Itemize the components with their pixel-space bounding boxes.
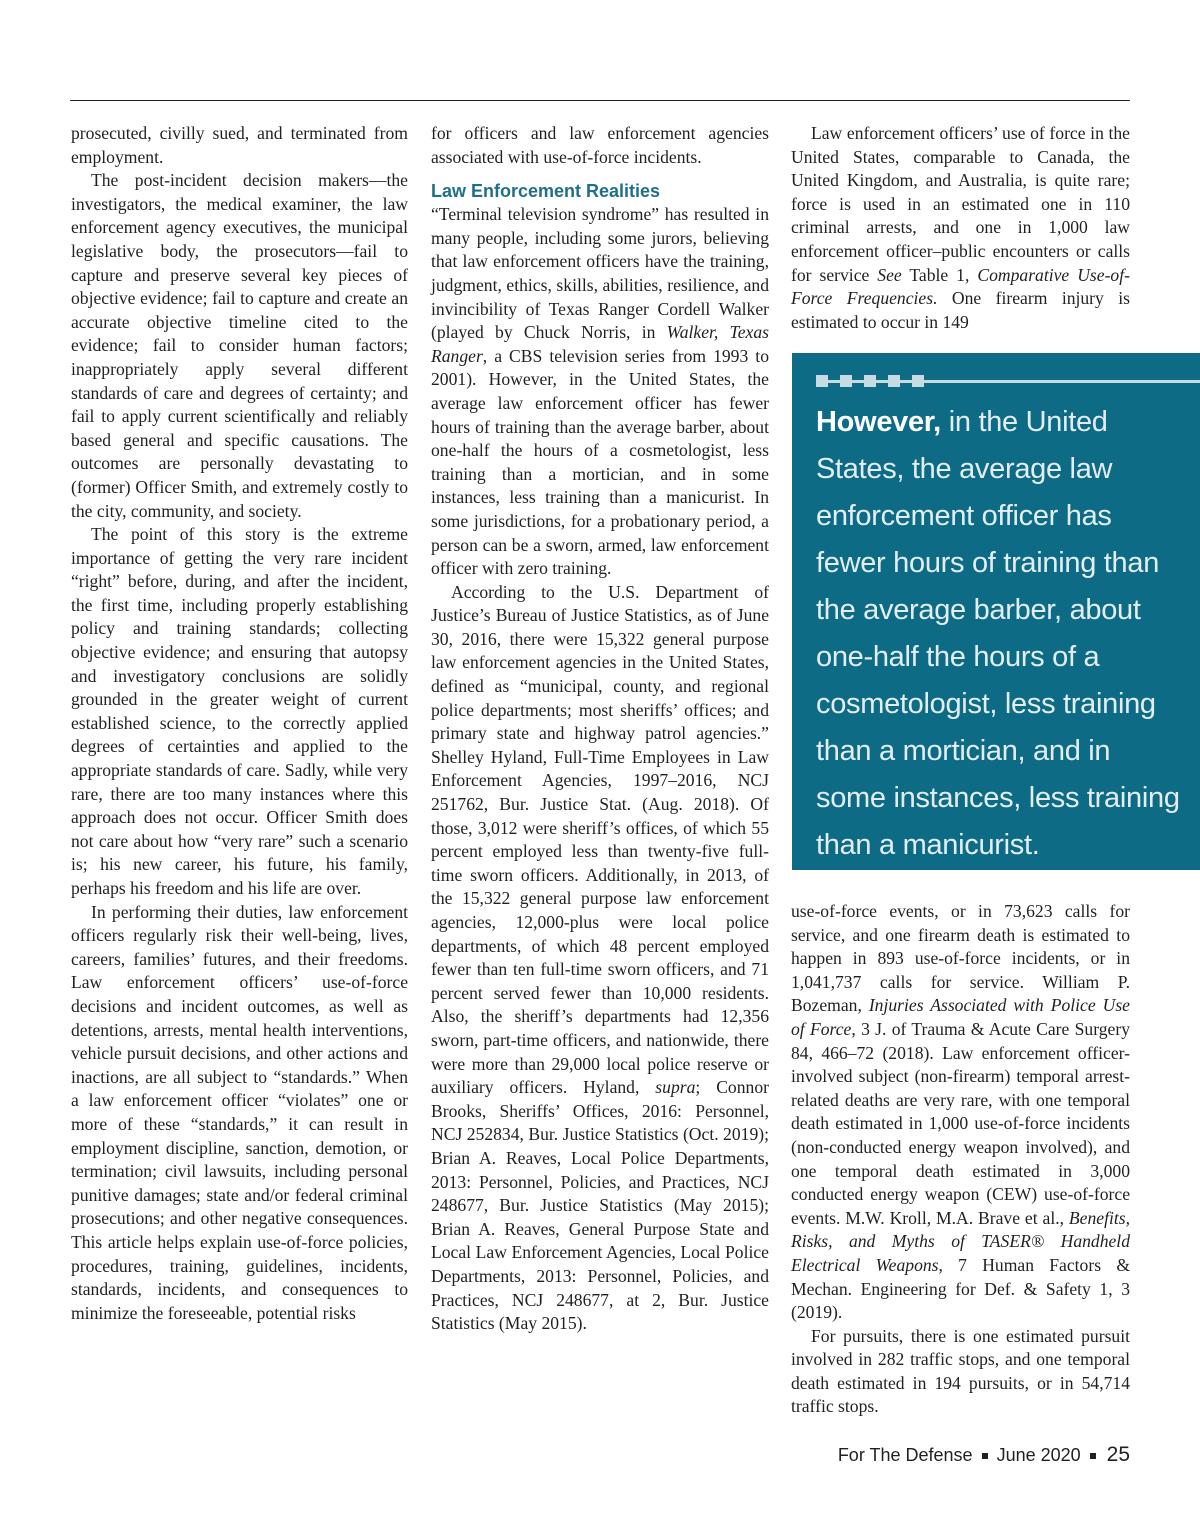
bullet-icon xyxy=(1090,1453,1096,1459)
paragraph: The point of this story is the extreme importance of getting the very rare incident “right” before, during, and after the incident, the first time, including properly establishing policy and training standards; collecting objective evidence; and ensuring that autopsy and investigatory conclusions are solidly grounded in the greater weight of current established science, to the correctly applied degrees of certainties and applied to the appropriate standards of care. Sadly, while very rare, there are too many instances where this approach does not occur. Officer Smith does not care about how “very rare” such a scenario is; his new career, his future, his family, perhaps his freedom and his life are over. xyxy=(71,524,408,898)
paragraph: In performing their duties, law enforcement officers regularly risk their well-being, lives, careers, families’ futures, and their freedoms. Law enforcement officers’ use-of-force decisions and incident outcomes, as well as detentions, arrests, mental health interventions, vehicle pursuit decisions, and other actions and inactions, are all subject to “standards.” When a law enforcement officer “violates” one or more of these “standards,” it can result in employment discipline, sanction, demotion, or termination; civil lawsuits, including personal punitive damages; state and/or federal criminal prosecutions; and other negative consequences. This article helps explain use-of-force policies, procedures, training, guidelines, incidents, standards, incidents, and consequences to minimize the foreseeable, potential risks xyxy=(71,901,408,1323)
column-1 xyxy=(71,122,408,1325)
publication-name: For The Defense xyxy=(837,1445,973,1465)
paragraph: use-of-force events, or in 73,623 calls for service, and one firearm death is estimated to happen in 893 use-of-force incidents, or in 1,041,737 calls for service. William P. Bozeman, Injuries Associated with Police Use of Force, 3 J. of Trauma & Acute Care Surgery 84, 466–72 (2018). Law enforcement officer-involved subject (non-firearm) temporal arrest-related deaths are very rare, with one temporal death estimated in 1,000 use-of-force incidents (non-conducted energy weapon involved), and one temporal death estimated in 3,000 conducted energy weapon (CEW) use-of-force events. M.W. Kroll, M.A. Brave et al., Benefits, Risks, and Myths of TASER® Handheld Electrical Weapons, 7 Human Factors & Mechan. Engineering for Def. & Safety 1, 3 (2019). xyxy=(791,901,1131,1323)
paragraph: For pursuits, there is one estimated pursuit involved in 282 traffic stops, and one temporal death estimated in 194 pursuits, or in 54,714 traffic stops. xyxy=(791,1325,1130,1417)
paragraph: for officers and law enforcement agencies associated with use-of-force incidents. xyxy=(431,123,769,167)
pull-quote xyxy=(792,353,1200,870)
pull-quote-decoration xyxy=(816,375,1180,389)
page-number: 25 xyxy=(1106,1443,1130,1466)
section-heading: Law Enforcement Realities xyxy=(431,181,661,202)
paragraph: “Terminal television syndrome” has resulted in many people, including some jurors, believing that law enforcement officers have the training, judgment, ethics, skills, abilities, resilience, and invincibility of Texas Ranger Cordell Walker (played by Chuck Norris, in Walker, Texas Ranger, a CBS television series from 1993 to 2001). However, in the United States, the average law enforcement officer has fewer hours of training than the average barber, about one-half the hours of a cosmetologist, less training than a mortician, and in some instances, less training than a manicurist. In some jurisdictions, for a probationary period, a person can be a sworn, armed, law enforcement officer with zero training. xyxy=(431,204,769,579)
paragraph: prosecuted, civilly sued, and terminated from employment. xyxy=(71,123,408,167)
column-2 xyxy=(431,122,769,1336)
paragraph: The post-incident decision makers—the investigators, the medical examiner, the law enforcement agency executives, the municipal legislative body, the prosecutors—fail to capture and preserve several key pieces of objective evidence; fail to capture and create an accurate objective timeline cited to the evidence; fail to consider human factors; inappropriately apply several different standards of care and degrees of certainty; and fail to apply current scientifically and reliably based general and specific causations. The outcomes are personally devastating to (former) Officer Smith, and extremely costly to the city, community, and society. xyxy=(71,170,408,521)
paragraph: According to the U.S. Department of Justice’s Bureau of Justice Statistics, as of June 30, 2016, there were 15,322 general purpose law enforcement agencies in the United States, defined as “municipal, county, and regional police departments; most sheriffs’ offices; and primary state and highway patrol agencies.” Shelley Hyland, Full-Time Employees in Law Enforcement Agencies, 1997–2016, NCJ 251762, Bur. Justice Stat. (Aug. 2018). Of those, 3,012 were sheriff’s offices, of which 55 percent employed less than twenty-five full-time sworn officers. Additionally, in 2013, of the 15,322 general purpose law enforcement agencies, 12,000-plus were local police departments, of which 48 percent employed fewer than ten full-time sworn officers, and 71 percent served fewer than 10,000 residents. Also, the sheriff’s departments had 12,356 sworn, part-time officers, and nationwide, there were more than 29,000 local police reserve or auxiliary officers. Hyland, supra; Connor Brooks, Sheriffs’ Offices, 2016: Personnel, NCJ 252834, Bur. Justice Statistics (Oct. 2019); Brian A. Reaves, Local Police Departments, 2013: Personnel, Policies, and Practices, NCJ 248677, Bur. Justice Statistics (May 2015); Brian A. Reaves, General Purpose State and Local Law Enforcement Agencies, Local Police Departments, 2013: Personnel, Policies, and Practices, NCJ 248677, at 2, Bur. Justice Statistics (May 2015). xyxy=(431,581,769,1334)
paragraph: Law enforcement officers’ use of force in the United States, comparable to Canada, the United Kingdom, and Australia, is quite rare; force is used in an estimated one in 110 criminal arrests, and one in 1,000 law enforcement officer–public encounters or calls for service See Table 1, Comparative Use-of-Force Frequencies. One firearm injury is estimated to occur in 149 xyxy=(791,123,1130,332)
page-footer xyxy=(838,1443,1130,1467)
header-rule xyxy=(70,100,1130,101)
bullet-icon xyxy=(982,1453,988,1459)
pull-quote-text: However, in the United States, the average law enforcement officer has fewer hours of training than the average barber, about one-half the hours of a cosmetologist, less training than a mortician, and in some instances, less training than a manicurist. xyxy=(816,406,1180,861)
column-3-bottom xyxy=(791,900,1130,1419)
issue-date: June 2020 xyxy=(996,1445,1081,1465)
column-3-top xyxy=(791,122,1130,334)
